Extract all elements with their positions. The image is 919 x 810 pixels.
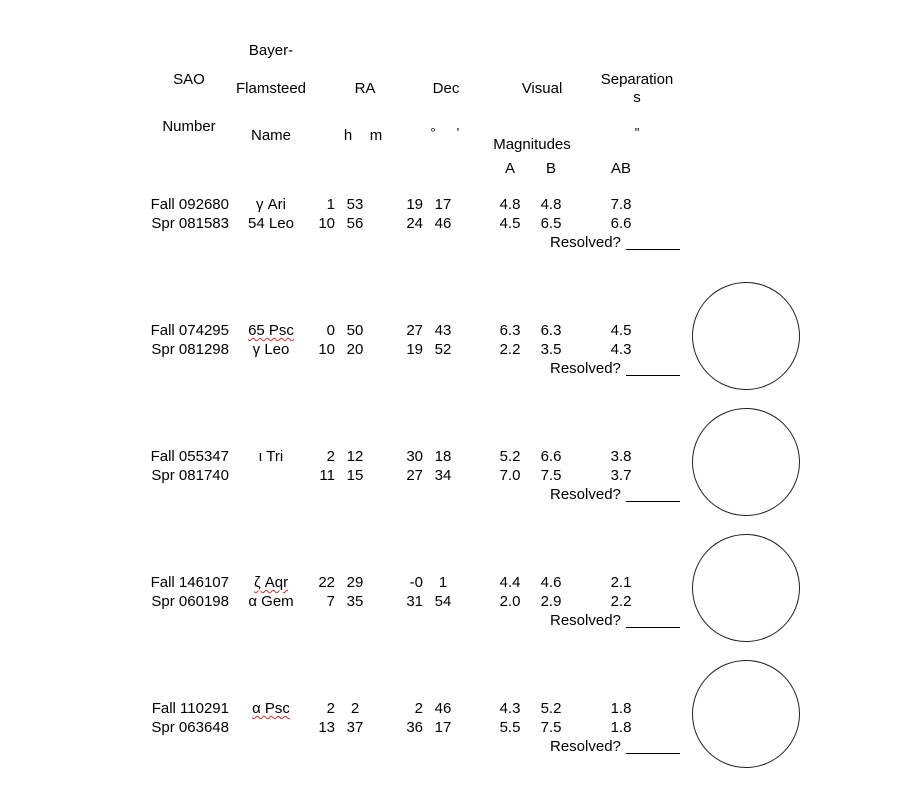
ra-m: 12 bbox=[346, 448, 364, 465]
dec-d: 19 bbox=[406, 341, 423, 358]
dec-d: 30 bbox=[406, 448, 423, 465]
header-dec: Dec bbox=[432, 80, 460, 97]
header-visual: Visual bbox=[521, 80, 563, 97]
sao-number: Spr 063648 bbox=[151, 719, 229, 736]
resolved-answer-blank[interactable] bbox=[626, 627, 680, 628]
ra-h: 0 bbox=[326, 322, 335, 339]
ra-m: 53 bbox=[346, 196, 364, 213]
dec-d: 27 bbox=[406, 467, 423, 484]
dec-d: 31 bbox=[406, 593, 423, 610]
header-ra-m: m bbox=[369, 127, 383, 144]
resolved-answer-blank[interactable] bbox=[626, 501, 680, 502]
sao-number: Spr 081583 bbox=[151, 215, 229, 232]
dec-m: 1 bbox=[438, 574, 448, 591]
mag-a: 5.5 bbox=[499, 719, 521, 736]
header-name: Name bbox=[250, 127, 292, 144]
ra-h: 2 bbox=[326, 448, 335, 465]
header-flamsteed: Flamsteed bbox=[235, 80, 307, 97]
separation: 1.8 bbox=[610, 719, 632, 736]
sketch-circle[interactable] bbox=[692, 282, 800, 390]
separation: 2.2 bbox=[610, 593, 632, 610]
mag-a: 2.0 bbox=[499, 593, 521, 610]
dec-d: 19 bbox=[406, 196, 423, 213]
mag-a: 7.0 bbox=[499, 467, 521, 484]
star-name: γ Ari bbox=[256, 196, 286, 213]
mag-b: 4.6 bbox=[540, 574, 562, 591]
ra-h: 1 bbox=[326, 196, 335, 213]
header-number: Number bbox=[162, 118, 216, 135]
star-name: 54 Leo bbox=[248, 215, 294, 232]
sketch-circle[interactable] bbox=[692, 408, 800, 516]
mag-b: 3.5 bbox=[540, 341, 562, 358]
mag-a: 4.3 bbox=[499, 700, 521, 717]
header-separation-s: s bbox=[633, 89, 641, 106]
mag-b: 7.5 bbox=[540, 467, 562, 484]
dec-d: 36 bbox=[406, 719, 423, 736]
ra-h: 10 bbox=[318, 215, 335, 232]
dec-m: 46 bbox=[434, 215, 452, 232]
header-sao: SAO bbox=[173, 71, 205, 88]
ra-h: 22 bbox=[318, 574, 335, 591]
separation: 3.7 bbox=[610, 467, 632, 484]
ra-m: 37 bbox=[346, 719, 364, 736]
header-bayer: Bayer- bbox=[248, 42, 294, 59]
ra-m: 35 bbox=[346, 593, 364, 610]
sketch-circle[interactable] bbox=[692, 660, 800, 768]
ra-h: 7 bbox=[326, 593, 335, 610]
dec-m: 43 bbox=[434, 322, 452, 339]
dec-m: 18 bbox=[434, 448, 452, 465]
sao-number: Spr 060198 bbox=[151, 593, 229, 610]
sao-number: Fall 092680 bbox=[150, 196, 229, 213]
dec-m: 54 bbox=[434, 593, 452, 610]
separation: 3.8 bbox=[610, 448, 632, 465]
resolved-label: Resolved? bbox=[550, 486, 621, 503]
sao-number: Fall 110291 bbox=[151, 700, 229, 717]
header-sep-unit: " bbox=[634, 125, 640, 140]
ra-h: 10 bbox=[318, 341, 335, 358]
separation: 2.1 bbox=[610, 574, 632, 591]
header-separation: Separation bbox=[600, 71, 674, 88]
mag-a: 5.2 bbox=[499, 448, 521, 465]
star-name: α Gem bbox=[248, 593, 294, 610]
separation: 7.8 bbox=[610, 196, 632, 213]
mag-b: 4.8 bbox=[540, 196, 562, 213]
resolved-label: Resolved? bbox=[550, 360, 621, 377]
mag-a: 6.3 bbox=[499, 322, 521, 339]
sao-number: Fall 074295 bbox=[150, 322, 229, 339]
dec-m: 46 bbox=[434, 700, 452, 717]
header-sep-ab: AB bbox=[610, 160, 632, 177]
ra-m: 20 bbox=[346, 341, 364, 358]
dec-m: 17 bbox=[434, 196, 452, 213]
resolved-label: Resolved? bbox=[550, 612, 621, 629]
ra-m: 56 bbox=[346, 215, 364, 232]
resolved-label: Resolved? bbox=[550, 234, 621, 251]
header-ra: RA bbox=[354, 80, 376, 97]
ra-h: 2 bbox=[326, 700, 335, 717]
mag-a: 4.4 bbox=[499, 574, 521, 591]
sketch-circle[interactable] bbox=[692, 534, 800, 642]
ra-m: 29 bbox=[346, 574, 364, 591]
header-dec-min: ' bbox=[456, 125, 460, 140]
header-ra-h: h bbox=[343, 127, 353, 144]
resolved-answer-blank[interactable] bbox=[626, 375, 680, 376]
ra-h: 11 bbox=[319, 467, 335, 484]
star-name: 65 Psc bbox=[248, 322, 294, 339]
mag-a: 2.2 bbox=[499, 341, 521, 358]
star-name: ι Tri bbox=[258, 448, 284, 465]
separation: 4.3 bbox=[610, 341, 632, 358]
header-mag-a: A bbox=[504, 160, 516, 177]
resolved-label: Resolved? bbox=[550, 738, 621, 755]
dec-d: 27 bbox=[406, 322, 423, 339]
separation: 4.5 bbox=[610, 322, 632, 339]
ra-h: 13 bbox=[318, 719, 335, 736]
dec-d: 24 bbox=[406, 215, 423, 232]
mag-b: 6.3 bbox=[540, 322, 562, 339]
mag-b: 6.5 bbox=[540, 215, 562, 232]
dec-d: -0 bbox=[409, 574, 423, 591]
header-mag-b: B bbox=[545, 160, 557, 177]
separation: 1.8 bbox=[610, 700, 632, 717]
dec-d: 2 bbox=[414, 700, 423, 717]
ra-m: 15 bbox=[346, 467, 364, 484]
header-dec-deg: ° bbox=[430, 125, 436, 140]
sao-number: Spr 081298 bbox=[151, 341, 229, 358]
sao-number: Spr 081740 bbox=[151, 467, 229, 484]
mag-a: 4.8 bbox=[499, 196, 521, 213]
dec-m: 52 bbox=[434, 341, 452, 358]
header-magnitudes: Magnitudes bbox=[493, 136, 571, 153]
mag-a: 4.5 bbox=[499, 215, 521, 232]
star-name: α Psc bbox=[252, 700, 290, 717]
resolved-answer-blank[interactable] bbox=[626, 753, 680, 754]
separation: 6.6 bbox=[610, 215, 632, 232]
ra-m: 2 bbox=[350, 700, 360, 717]
mag-b: 6.6 bbox=[540, 448, 562, 465]
mag-b: 7.5 bbox=[540, 719, 562, 736]
dec-m: 34 bbox=[434, 467, 452, 484]
star-name: ζ Aqr bbox=[253, 574, 289, 591]
mag-b: 2.9 bbox=[540, 593, 562, 610]
star-name: γ Leo bbox=[252, 341, 290, 358]
sao-number: Fall 146107 bbox=[150, 574, 229, 591]
ra-m: 50 bbox=[346, 322, 364, 339]
mag-b: 5.2 bbox=[540, 700, 562, 717]
resolved-answer-blank[interactable] bbox=[626, 249, 680, 250]
sao-number: Fall 055347 bbox=[150, 448, 229, 465]
dec-m: 17 bbox=[434, 719, 452, 736]
